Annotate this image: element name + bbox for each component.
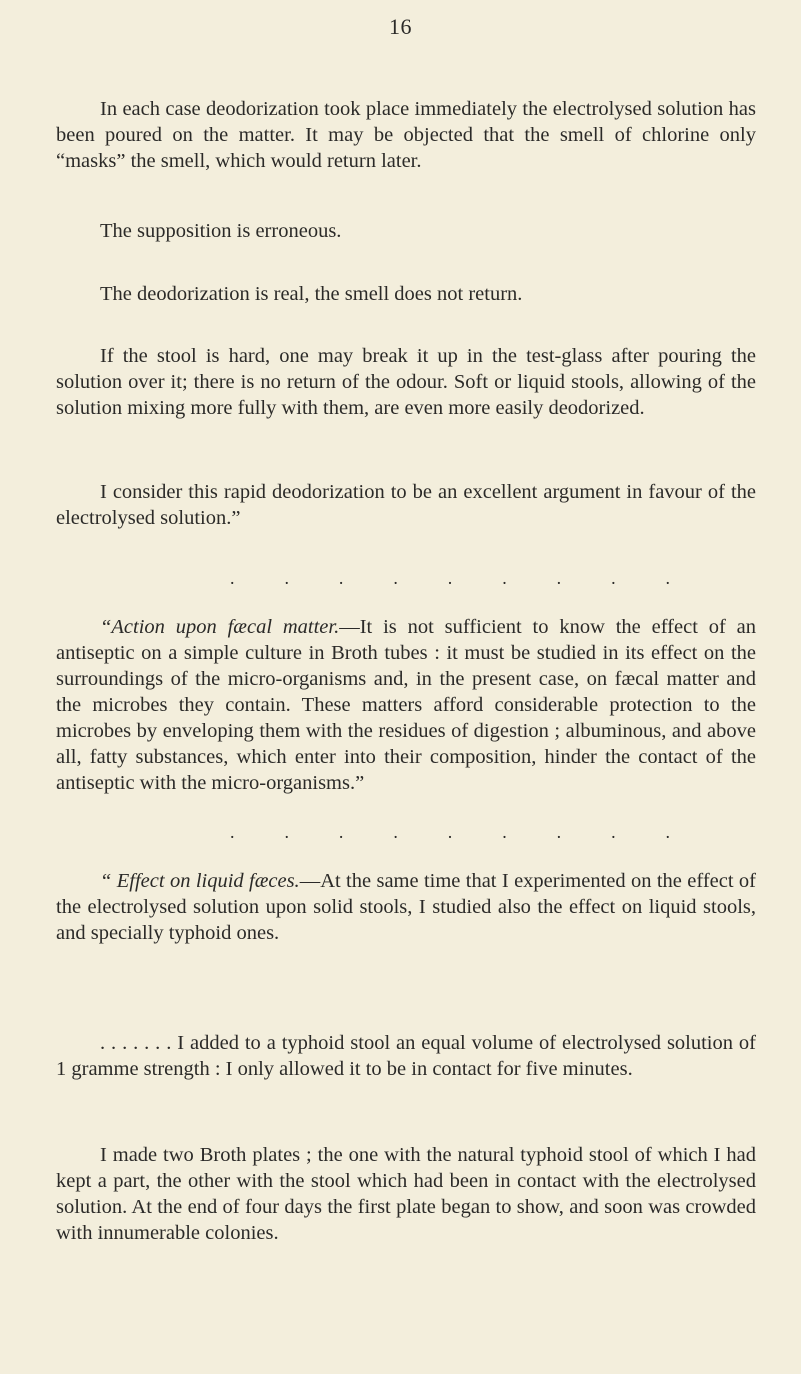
section-body-effect: —At the same time that I experimented on the effect of the electrolysed solution upon solid stools, I studied also the effect on liquid stools, and specially typhoid ones.: [56, 870, 756, 944]
ellipsis-dot: .: [284, 822, 289, 842]
ellipsis-dot: .: [230, 568, 235, 588]
paragraph-conclusion-argument: I consider this rapid deodorization to be an excellent argument in favour of the electrolysed solution.”: [56, 481, 756, 529]
ellipsis-dot: .: [611, 822, 616, 842]
ellipsis-row-2: [230, 822, 670, 843]
ellipsis-dot: .: [665, 568, 670, 588]
ellipsis-dot: .: [338, 822, 344, 842]
ellipsis-row-1: [230, 568, 670, 589]
section-heading-action: “Action upon fæcal matter.: [100, 616, 340, 638]
ellipsis-dot: .: [230, 822, 235, 842]
typhoid-test-body: I added to a typhoid stool an equal volume of electrolysed solution of 1 gramme strength : I only allowed it to be in contact for five minutes.: [56, 1032, 756, 1080]
ellipsis-dot: .: [447, 568, 453, 588]
ellipsis-dot: .: [611, 568, 616, 588]
ellipsis-dot: .: [502, 822, 507, 842]
ellipsis-dot: .: [393, 822, 398, 842]
paragraph-hard-stool: If the stool is hard, one may break it up in the test-glass after pouring the solution over it; there is no return of the odour. Soft or liquid stools, allowing of the solution mixing more fully with them, are even more easily deodorized.: [56, 345, 756, 419]
ellipsis-dot: .: [338, 568, 344, 588]
paragraph-effect-liquid-faeces: [56, 868, 756, 946]
ellipsis-dot: .: [556, 568, 562, 588]
section-body-action: —It is not sufficient to know the effect of an antiseptic on a simple culture in Broth tubes : it must be studied in its effect on the surroundings of the micro-organisms and, in the present case, on fæcal matter and the microbes they contain. These matters afford considerable protection to the microbes by enveloping them with the residues of digestion ; albuminous, and above all, fatty substances, which enter into their composition, hinder the contact of the antiseptic with the micro-organisms.”: [56, 616, 756, 794]
paragraph-typhoid-stool-test: [56, 1030, 756, 1082]
page-number: 16: [389, 14, 412, 39]
leading-ellipsis: . . . . . . .: [100, 1032, 172, 1054]
paragraph-deodorization-real: The deodorization is real, the smell does not return.: [100, 283, 523, 305]
paragraph-supposition-erroneous: The supposition is erroneous.: [100, 220, 342, 242]
ellipsis-dot: .: [556, 822, 562, 842]
ellipsis-dot: .: [665, 822, 670, 842]
ellipsis-dot: .: [393, 568, 398, 588]
paragraph-broth-plates: I made two Broth plates ; the one with the natural typhoid stool of which I had kept a part, the other with the stool which had been in contact with the electrolysed solution. At the end of four days the first plate began to show, and soon was crowded with innumerable colonies.: [56, 1144, 756, 1244]
paragraph-action-faecal-matter: [56, 614, 756, 796]
ellipsis-dot: .: [447, 822, 453, 842]
ellipsis-dot: .: [502, 568, 507, 588]
section-heading-effect: “ Effect on liquid fæces.: [100, 870, 300, 892]
paragraph-deodorization-immediate: In each case deodorization took place immediately the electrolysed solution has been poured on the matter. It may be objected that the smell of chlorine only “masks” the smell, which would return later.: [56, 98, 756, 172]
ellipsis-dot: .: [284, 568, 289, 588]
